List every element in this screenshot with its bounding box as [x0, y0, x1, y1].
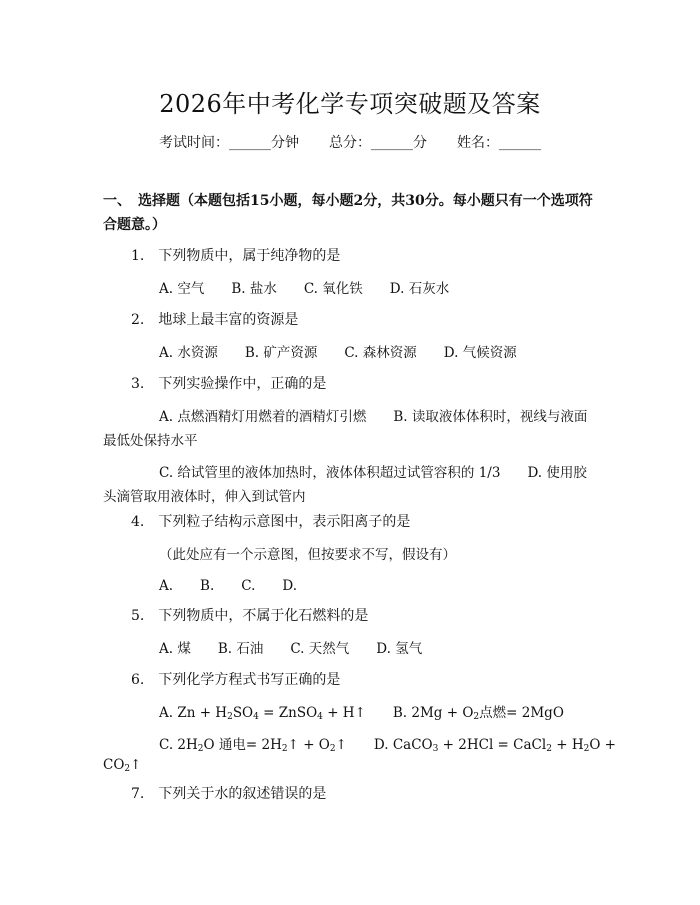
question-6-options-line2 [159, 733, 616, 754]
question-3-options-line2: 最低处保持水平 [103, 433, 198, 449]
question-7-stem: 7. 下列关于水的叙述错误的是 [131, 786, 327, 802]
student-name-field: 姓名：______ [457, 135, 541, 151]
question-6-stem: 6. 下列化学方程式书写正确的是 [131, 672, 341, 688]
exam-time-field: 考试时间：______分钟 [159, 135, 299, 151]
question-6-options-line3: $CO_2↑$ [103, 757, 142, 774]
question-4-note: （此处应有一个示意图，但按要求不写，假设有） [159, 547, 456, 563]
option-c-text: C. $2H_2O$ 通电= $2H_2↑$ + $O_2↑$ [159, 737, 374, 754]
question-5-options: A. 煤 B. 石油 C. 天然气 D. 氢气 [159, 641, 423, 657]
question-3-options-line4: 头滴管取用液体时，伸入到试管内 [103, 489, 306, 505]
exam-info-line [0, 132, 700, 152]
option-b-text: B. $2Mg + O_2$点燃= 2MgO [392, 705, 564, 722]
question-1-options: A. 空气 B. 盐水 C. 氧化铁 D. 石灰水 [159, 281, 450, 297]
page-title: 2026年中考化学专项突破题及答案 [159, 90, 541, 118]
question-2-options: A. 水资源 B. 矿产资源 C. 森林资源 D. 气候资源 [159, 345, 517, 361]
question-3-options-line3: C. 给试管里的液体加热时，液体体积超过试管容积的 1/3 D. 使用胶 [159, 465, 587, 481]
question-5-stem: 5. 下列物质中，不属于化石燃料的是 [131, 608, 369, 624]
question-1-stem: 1. 下列物质中，属于纯净物的是 [131, 248, 341, 264]
option-a-text: A. $Zn + H_2SO_4$ = ZnSO$_4$ + H↑ [159, 705, 393, 722]
question-3-stem: 3. 下列实验操作中，正确的是 [131, 376, 327, 392]
section-heading-line1: 一、 选择题（本题包括15小题，每小题2分，共30分。每小题只有一个选项符 [103, 193, 593, 209]
question-3-options-line1: A. 点燃酒精灯用燃着的酒精灯引燃 B. 读取液体体积时，视线与液面 [159, 409, 588, 425]
question-4-stem: 4. 下列粒子结构示意图中，表示阳离子的是 [131, 514, 411, 530]
section-heading-line2: 合题意。） [103, 217, 166, 233]
total-score-field: 总分：______分 [329, 135, 427, 151]
question-4-options: A. B. C. D. [159, 578, 298, 594]
option-d-text: D. CaCO$_3$ + 2HCl = CaCl$_2$ + $H_2O$ + [373, 737, 616, 754]
question-2-stem: 2. 地球上最丰富的资源是 [131, 312, 299, 328]
question-6-options-line1 [159, 701, 564, 722]
section-heading [103, 189, 603, 237]
